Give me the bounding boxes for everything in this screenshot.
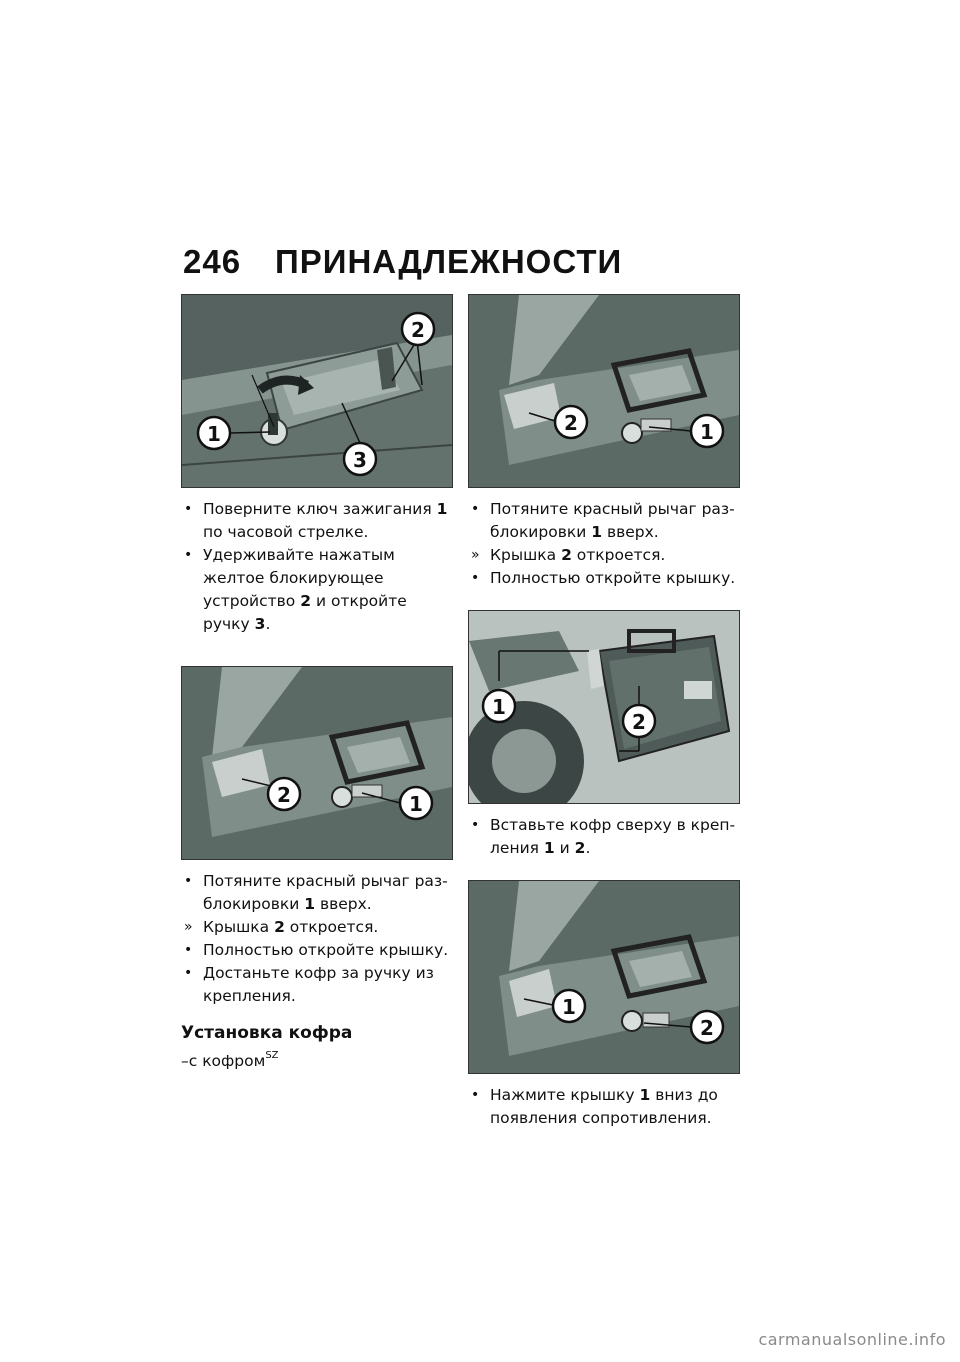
figure-insert-case bbox=[468, 610, 740, 804]
callout-2: 2 bbox=[700, 1016, 714, 1040]
list-item: » Крышка 2 откроется. bbox=[184, 918, 379, 936]
page-number: 246 bbox=[183, 243, 242, 280]
list-item: » Крышка 2 откроется. bbox=[471, 546, 666, 564]
list-item: • Полностью откройте крышку. bbox=[471, 569, 736, 587]
callout-2: 2 bbox=[411, 318, 425, 342]
illustration-open-lid-2 bbox=[469, 295, 739, 487]
list-item: • Удерживайте нажатым желтое блокирующее устройство 2 и откройте ручку 3. bbox=[184, 546, 407, 633]
callout-1: 1 bbox=[409, 792, 423, 816]
list-item: • Нажмите крышку 1 вниз до появления сопротивления. bbox=[471, 1086, 718, 1127]
figure-key-handle bbox=[181, 294, 453, 488]
watermark: carmanualsonline.info bbox=[758, 1330, 946, 1349]
page-header bbox=[183, 243, 622, 281]
page-title: ПРИНАДЛЕЖНОСТИ bbox=[275, 243, 623, 280]
callout-1: 1 bbox=[700, 420, 714, 444]
illustration-key-handle bbox=[182, 295, 452, 487]
callout-1: 1 bbox=[562, 995, 576, 1019]
instruction-list bbox=[468, 498, 740, 590]
callout-3: 3 bbox=[353, 448, 367, 472]
figure-open-lid-2 bbox=[468, 294, 740, 488]
figure-close-lid bbox=[468, 880, 740, 1074]
callout-1: 1 bbox=[492, 695, 506, 719]
left-column bbox=[181, 294, 453, 1072]
list-item: • Потяните красный рычаг раз-блокировки 1 вверх. bbox=[184, 872, 448, 913]
illustration-insert-case bbox=[469, 611, 739, 803]
section-heading: Установка кофра bbox=[181, 1023, 353, 1043]
figure-open-lid bbox=[181, 666, 453, 860]
right-column bbox=[468, 294, 740, 1130]
list-item: • Достаньте кофр за ручку из крепления. bbox=[184, 964, 434, 1005]
illustration-open-lid bbox=[182, 667, 452, 859]
callout-2: 2 bbox=[564, 411, 578, 435]
illustration-close-lid bbox=[469, 881, 739, 1073]
list-item: • Потяните красный рычаг раз-блокировки 1 вверх. bbox=[471, 500, 735, 541]
callout-1: 1 bbox=[207, 422, 221, 446]
instruction-list bbox=[468, 814, 740, 860]
callout-2: 2 bbox=[632, 710, 646, 734]
list-item: • Вставьте кофр сверху в креп-ления 1 и 2. bbox=[471, 816, 736, 857]
list-item: • Полностью откройте крышку. bbox=[184, 941, 449, 959]
list-item: • Поверните ключ зажигания 1 по часовой стрелке. bbox=[184, 500, 448, 541]
instruction-list bbox=[181, 498, 453, 636]
instruction-list bbox=[468, 1084, 740, 1130]
instruction-list bbox=[181, 870, 453, 1008]
condition-note: –с кофром$^{SZ}$ bbox=[181, 1050, 279, 1070]
callout-2: 2 bbox=[277, 783, 291, 807]
